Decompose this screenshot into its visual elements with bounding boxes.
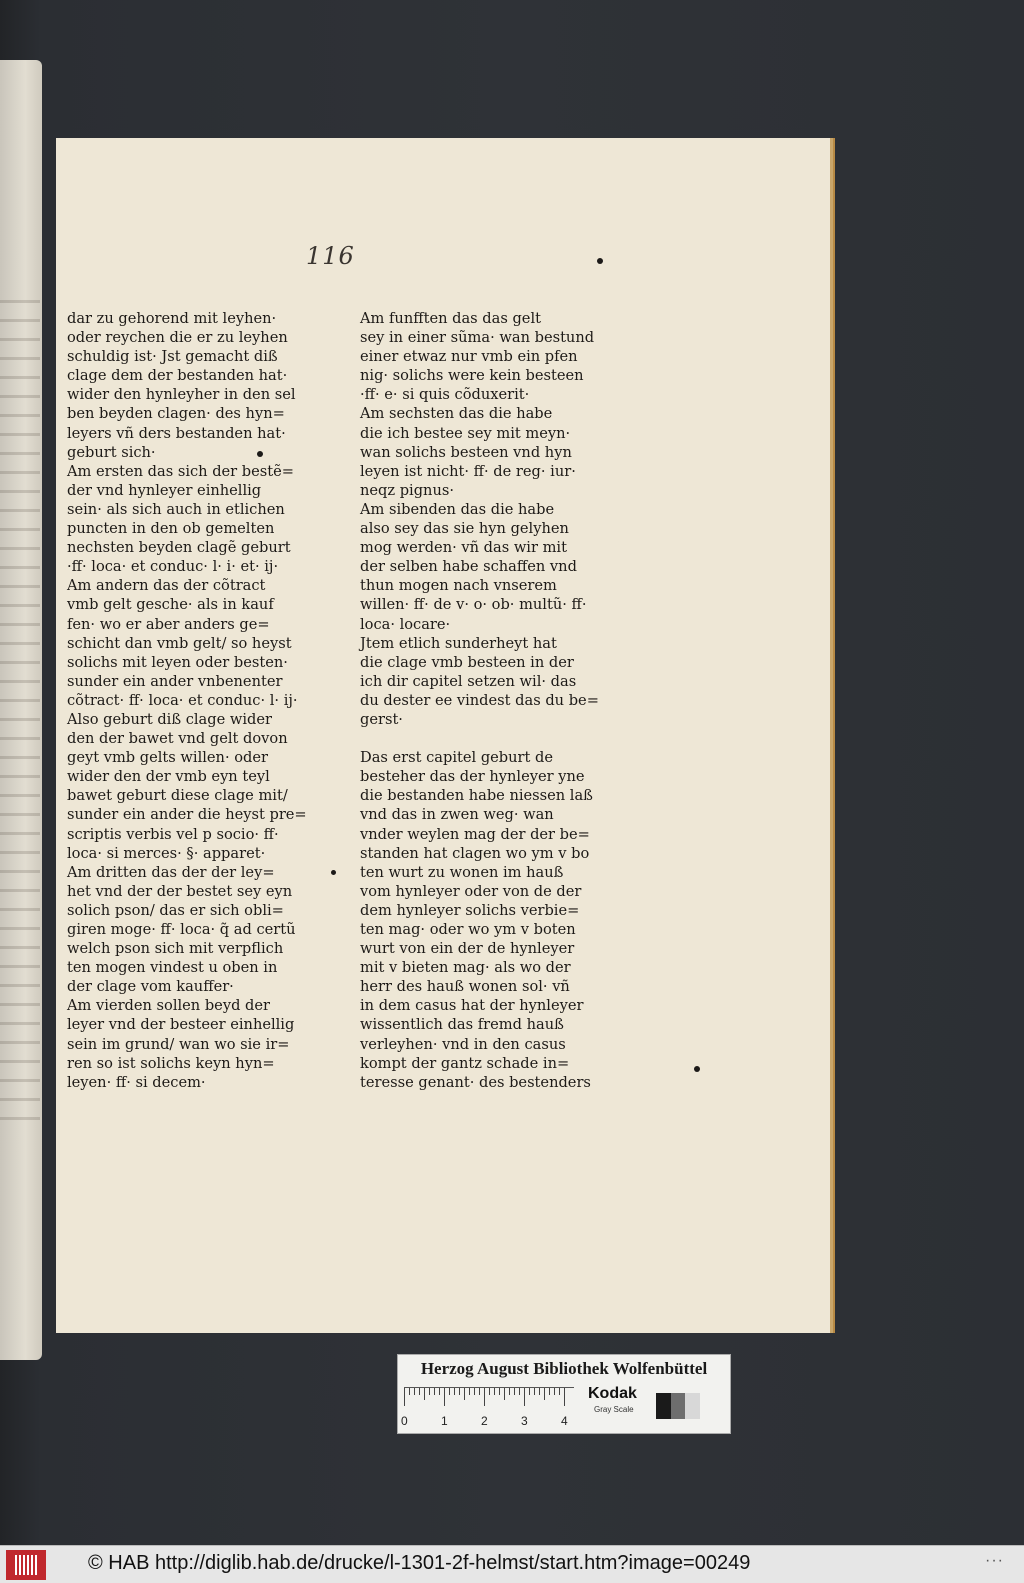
text-line: geburt sich· (67, 443, 156, 461)
text-line: die bestanden habe niessen laß (360, 787, 593, 805)
ruler-tick (459, 1388, 460, 1395)
ruler-tick (564, 1388, 565, 1406)
ruler-tick (534, 1388, 535, 1395)
text-line: dar zu gehorend mit leyhen· (67, 310, 277, 327)
ruler-tick (409, 1388, 410, 1395)
ruler-tick (559, 1388, 560, 1395)
text-line: leyers vñ ders bestanden hat· (67, 424, 286, 442)
text-line: giren moge· ff· loca· q̃ ad certũ (67, 921, 296, 938)
library-name: Herzog August Bibliothek Wolfenbüttel (420, 1359, 708, 1378)
text-line: het vnd der der bestet sey eyn (67, 882, 293, 900)
gray-swatches (656, 1393, 700, 1419)
text-line: den der bawet vnd gelt dovon (67, 730, 288, 748)
text-line: sein im grund/ wan wo sie ir= (67, 1035, 290, 1053)
text-line: ·ff· e· si quis cõduxerit· (360, 386, 530, 404)
text-line: standen hat clagen wo ym v bo (360, 844, 590, 862)
text-line: thun mogen nach vnserem (360, 577, 557, 595)
ruler-tick (544, 1388, 545, 1400)
text-line: Am funfften das das gelt (360, 310, 541, 327)
text-line: clage dem der bestanden hat· (67, 367, 288, 385)
text-line: die clage vmb besteen in der (360, 653, 574, 671)
text-line: sunder ein ander vnbenenter (67, 672, 283, 690)
ruler-tick (444, 1388, 445, 1406)
text-line: sey in einer sũma· wan bestund (360, 329, 595, 347)
text-line: besteher das der hynleyer yne (360, 768, 585, 786)
text-line: vnder weylen mag der der be= (360, 825, 590, 843)
ruler-number: 4 (561, 1414, 568, 1428)
text-line: Also geburt diß clage wider (67, 710, 272, 728)
text-line: herr des hauß wonen sol· vñ (360, 978, 570, 996)
copyright-link[interactable]: © HAB http://diglib.hab.de/drucke/l-1301-2f-helmst/start.htm?image=00249 (88, 1552, 751, 1574)
ruler-number: 1 (441, 1414, 448, 1428)
ruler-tick (439, 1388, 440, 1395)
ruler-tick (474, 1388, 475, 1395)
gray-swatch (656, 1393, 671, 1419)
ruler-tick (449, 1388, 450, 1395)
text-line: fen· wo er aber anders ge= (67, 615, 270, 633)
kodak-brand: Kodak (588, 1385, 637, 1402)
folio-number: 116 (306, 242, 355, 270)
text-line: Am dritten das der der ley= (67, 863, 275, 881)
gray-swatch (671, 1393, 686, 1419)
color-calibration-card (397, 1354, 731, 1434)
text-line: loca· locare· (360, 615, 451, 633)
ruler-tick (454, 1388, 455, 1395)
text-line: sein· als sich auch in etlichen (67, 500, 285, 518)
text-line: ten wurt zu wonen im hauß (360, 863, 564, 881)
ruler-tick (464, 1388, 465, 1400)
ruler-tick (519, 1388, 520, 1395)
text-line: mog werden· vñ das wir mit (360, 539, 567, 557)
text-line: Am ersten das sich der bestẽ= (67, 462, 294, 480)
text-line: loca· si merces· §· apparet· (67, 844, 266, 862)
ruler-tick (484, 1388, 485, 1406)
text-line: scriptis verbis vel p socio· ff· (67, 825, 279, 843)
right-text-column (360, 309, 599, 1092)
text-line: wurt von ein der de hynleyer (360, 940, 575, 958)
text-line: solich pson/ das er sich obli= (67, 901, 284, 919)
ruler-tick (549, 1388, 550, 1395)
text-line: ich dir capitel setzen wil· das (360, 672, 577, 690)
ruler-scale (401, 1387, 574, 1428)
text-line: Am sibenden das die habe (360, 500, 555, 518)
ink-dot (331, 870, 336, 875)
text-line: vom hynleyer oder von de der (360, 882, 582, 900)
text-line: Am vierden sollen beyd der (67, 997, 271, 1015)
ruler-tick (529, 1388, 530, 1395)
text-line: willen· ff· de v· o· ob· multũ· ff· (360, 596, 587, 614)
text-line: vnd das in zwen weg· wan (360, 806, 554, 824)
text-line: dem hynleyer solichs verbie= (360, 901, 580, 919)
text-line: ten mogen vindest u oben in (67, 959, 278, 977)
gray-swatch (685, 1393, 700, 1419)
text-line: mit v bieten mag· als wo der (360, 959, 571, 977)
text-line: Am andern das der cõtract (67, 577, 266, 595)
left-text-column (67, 309, 307, 1092)
previous-page-text-strip (0, 300, 40, 1120)
ruler-tick (414, 1388, 415, 1395)
ruler-tick (524, 1388, 525, 1406)
text-line: also sey das sie hyn gelyhen (360, 520, 569, 538)
more-dots-icon[interactable]: ··· (985, 1552, 1004, 1569)
text-line: puncten in den ob gemelten (67, 520, 275, 538)
text-line: solichs mit leyen oder besten· (67, 653, 288, 671)
text-line: Am sechsten das die habe (360, 405, 553, 423)
footer-bar (0, 1545, 1024, 1583)
text-line: neqz pignus· (360, 481, 454, 499)
text-line: nechsten beyden clagẽ geburt (67, 539, 291, 557)
text-line: der vnd hynleyer einhellig (67, 481, 262, 499)
text-line: cõtract· ff· loca· et conduc· l· ij· (67, 691, 298, 709)
text-line: einer etwaz nur vmb ein pfen (360, 348, 578, 366)
text-line: ben beyden clagen· des hyn= (67, 405, 285, 423)
text-line: leyen ist nicht· ff· de reg· iur· (360, 462, 576, 480)
text-line: ·ff· loca· et conduc· l· i· et· ij· (67, 558, 279, 576)
ruler-tick (514, 1388, 515, 1395)
text-line: ren so ist solichs keyn hyn= (67, 1054, 275, 1072)
text-line: nig· solichs were kein besteen (360, 367, 584, 385)
ruler-tick (509, 1388, 510, 1395)
text-line: sunder ein ander die heyst pre= (67, 806, 307, 824)
text-line: in dem casus hat der hynleyer (360, 997, 584, 1015)
text-line: gerst· (360, 710, 403, 728)
ruler-tick (539, 1388, 540, 1395)
ruler-tick (429, 1388, 430, 1395)
text-line: verleyhen· vnd in den casus (360, 1035, 566, 1053)
ruler-tick (424, 1388, 425, 1400)
text-line: welch pson sich mit verpflich (67, 940, 284, 958)
text-line (360, 729, 592, 748)
ruler-tick (494, 1388, 495, 1395)
text-line: der selben habe schaffen vnd (360, 558, 577, 576)
text-line: du dester ee vindest das du be= (360, 691, 599, 709)
text-line: leyer vnd der besteer einhellig (67, 1016, 295, 1034)
text-line: wan solichs besteen vnd hyn (360, 443, 572, 461)
ink-dot (597, 258, 603, 264)
ruler-tick (489, 1388, 490, 1395)
text-line: bawet geburt diese clage mit/ (67, 787, 288, 805)
ruler-tick (419, 1388, 420, 1395)
text-line: wissentlich das fremd hauß (360, 1016, 564, 1034)
text-line: ten mag· oder wo ym v boten (360, 921, 576, 938)
text-line: geyt vmb gelts willen· oder (67, 749, 268, 767)
ink-dot (694, 1066, 700, 1072)
hab-logo-icon[interactable] (6, 1550, 46, 1580)
ruler-tick (499, 1388, 500, 1395)
ruler-number: 0 (401, 1414, 408, 1428)
ruler-tick (469, 1388, 470, 1395)
text-line: schuldig ist· Jst gemacht diß (67, 348, 278, 366)
text-line: wider den hynleyher in den sel (67, 386, 296, 404)
ruler-tick (479, 1388, 480, 1395)
text-line: Jtem etlich sunderheyt hat (360, 634, 557, 652)
text-line: kompt der gantz schade in= (360, 1054, 570, 1072)
ruler-tick (554, 1388, 555, 1395)
text-line: oder reychen die er zu leyhen (67, 329, 288, 347)
ruler-number: 3 (521, 1414, 528, 1428)
text-line: der clage vom kauffer· (67, 978, 234, 996)
text-line: wider den der vmb eyn teyl (67, 768, 270, 786)
text-line: teresse genant· des bestenders (360, 1073, 591, 1091)
text-line: schicht dan vmb gelt/ so heyst (67, 634, 292, 652)
text-line: die ich bestee sey mit meyn· (360, 424, 571, 442)
ruler-number: 2 (481, 1414, 488, 1428)
ruler-tick (434, 1388, 435, 1395)
text-line: Das erst capitel geburt de (360, 749, 554, 767)
gray-scale-label: Gray Scale (594, 1405, 634, 1414)
text-line: leyen· ff· si decem· (67, 1073, 206, 1091)
text-line: vmb gelt gesche· als in kauf (67, 596, 274, 614)
ruler-tick (504, 1388, 505, 1400)
ruler-tick (404, 1388, 405, 1406)
